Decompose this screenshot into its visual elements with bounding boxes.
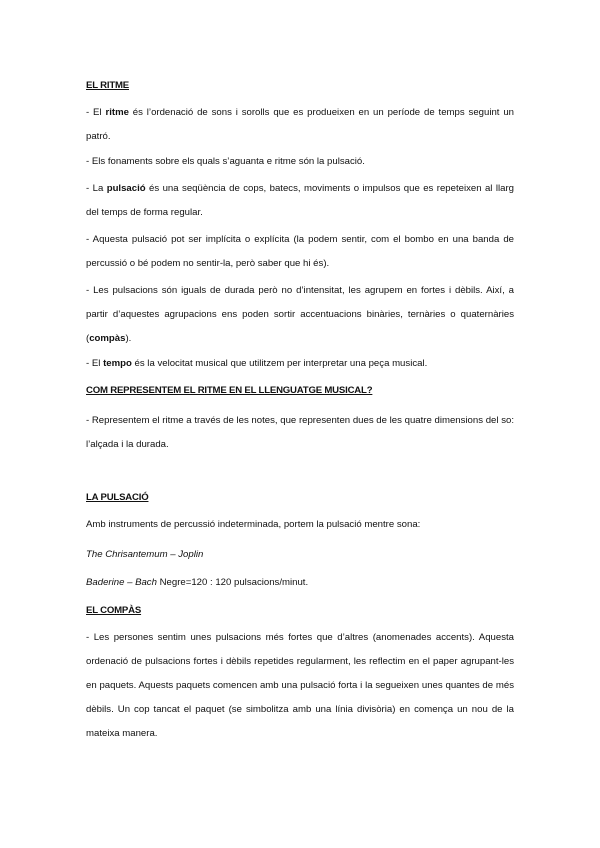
paragraph-implicita: - Aquesta pulsació pot ser implícita o explícita (la podem sentir, com el bombo en una banda de percussió o bé podem no sentir-la, però saber que hi és). [86,234,514,269]
bold-term: ritme [105,107,129,118]
bold-term: tempo [103,358,132,369]
heading-el-compas: EL COMPÀS [86,605,142,616]
bold-term: pulsació [106,183,146,194]
heading-el-ritme: EL RITME [86,80,129,91]
text: - Les pulsacions són iguals de durada però no d’intensitat, les agrupem en fortes i dèbils. Així, a partir d’aquestes agrupacions ens poden sortir accentuacions binàries, ternàries o quaternàries ( [86,285,514,344]
paragraph-pulsacio [86,177,514,225]
tempo-text: Negre=120 : 120 pulsacions/minut. [156,577,309,588]
piece-baderine [86,571,514,595]
text: és la velocitat musical que utilitzem per interpretar una peça musical. [131,358,428,369]
text: és una seqüència de cops, batecs, moviments o impulsos que es repeteixen al llarg del temps de forma regular. [86,183,514,218]
piece-title: The Chrisantemum – Joplin [86,549,204,560]
paragraph-instruments: Amb instruments de percussió indeterminada, portem la pulsació mentre sona: [86,519,421,530]
text: - El [86,358,104,369]
paragraph-compas: - Les persones sentim unes pulsacions més fortes que d’altres (anomenades accents). Aquesta ordenació de pulsacions fortes i dèbils repetides regularment, les reflectim en el paper agrupant-les en paquets. Aquests paquets comencen amb una pulsació forta i la segueixen unes quantes de més dèbils. Un cop tancat el paquet (se simbolitza amb una línia divisòria) en comença un nou de la mateixa manera. [86,632,514,739]
heading-la-pulsacio: LA PULSACIÓ [86,492,149,503]
text: ). [125,333,132,344]
heading-com-representem: COM REPRESENTEM EL RITME EN EL LLENGUATGE MUSICAL? [86,385,373,396]
text: - La [86,183,107,194]
piece-title: Baderine – Bach [86,577,157,588]
paragraph-pulsacions [86,279,514,351]
text: és l’ordenació de sons i sorolls que es produeixen en un període de temps seguint un patró. [86,107,514,142]
text: - El [86,107,106,118]
paragraph-tempo [86,352,514,376]
paragraph-fonaments: - Els fonaments sobre els quals s’aguanta e ritme són la pulsació. [86,156,365,167]
paragraph-ritme-definition [86,101,514,149]
bold-term: compàs [89,333,126,344]
piece-chrisantemum [86,543,514,567]
paragraph-representem: - Representem el ritme a través de les notes, que representen dues de les quatre dimensions del so: l’alçada i la durada. [86,415,514,450]
